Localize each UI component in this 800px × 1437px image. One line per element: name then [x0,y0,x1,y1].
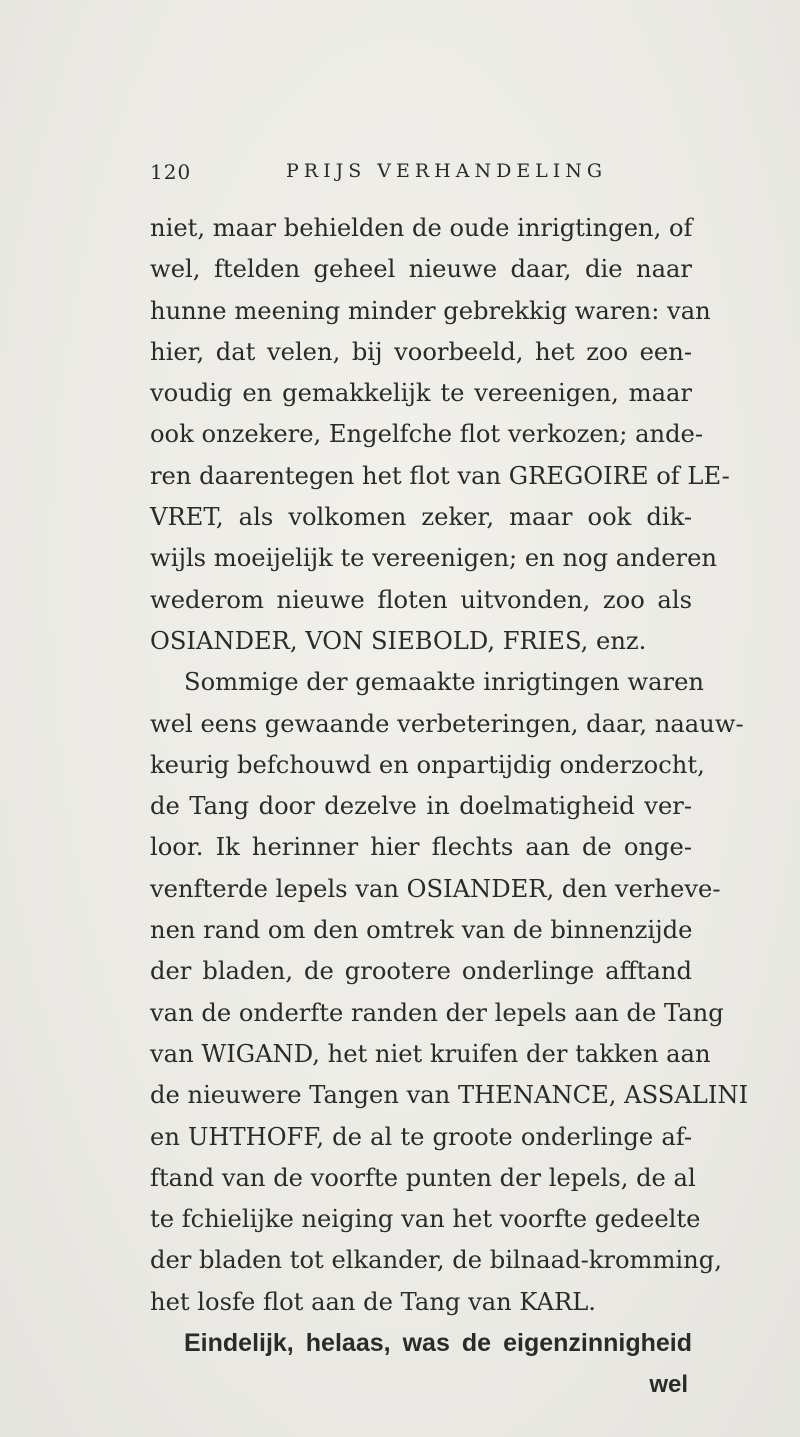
body-text [150,208,749,1406]
page-number: 120 [150,160,192,184]
text-line: ook onzekere, Engelfche flot verkozen; ande- [150,420,704,449]
running-title: PRIJS VERHANDELING [286,160,608,182]
text-line: wederom nieuwe floten uitvonden, zoo als [150,585,692,614]
catchword: wel [649,1371,688,1399]
text-line: loor. Ik herinner hier flechts aan de onge- [150,833,692,862]
text-line: de nieuwere Tangen van THENANCE, ASSALINI [150,1081,749,1110]
text-line: keurig befchouwd en onpartijdig onderzocht, [150,750,705,779]
page-header [150,160,680,200]
text-line: hier, dat velen, bij voorbeeld, het zoo een- [150,337,692,366]
paragraph-start-line: Sommige der gemaakte inrigtingen waren [184,668,704,697]
text-line: te fchielijke neiging van het voorfte gedeelte [150,1205,701,1234]
text-line: nen rand om den omtrek van de binnenzijde [150,916,693,945]
text-line: venfterde lepels van OSIANDER, den verheve- [150,874,721,903]
text-line: en UHTHOFF, de al te groote onderlinge af- [150,1122,692,1151]
text-line: wijls moeijelijk te vereenigen; en nog anderen [150,544,718,573]
text-line: wel, ftelden geheel nieuwe daar, die naar [150,255,692,284]
text-line: der bladen, de grootere onderlinge afftand [150,957,692,986]
text-line: van WIGAND, het niet kruifen der takken aan [150,1039,711,1068]
text-line: niet, maar behielden de oude inrigtingen, of [150,214,693,242]
text-line: hunne meening minder gebrekkig waren: van [150,296,711,325]
text-line: VRET, als volkomen zeker, maar ook dik- [150,503,692,532]
text-line: ren daarentegen het flot van GREGOIRE of LE- [150,461,730,490]
text-line: van de onderfte randen der lepels aan de Tang [150,998,724,1027]
text-line: ftand van de voorfte punten der lepels, de al [150,1163,696,1192]
text-line: der bladen tot elkander, de bilnaad-kromming, [150,1246,722,1275]
paragraph-start-line: Eindelijk, helaas, was de eigenzinnigheid [184,1329,692,1358]
text-line: het losfe flot aan de Tang van KARL. [150,1287,596,1316]
text-line: OSIANDER, VON SIEBOLD, FRIES, enz. [150,626,647,655]
text-line: de Tang door dezelve in doelmatigheid ver- [150,792,692,821]
text-line: wel eens gewaande verbeteringen, daar, naauw- [150,709,744,738]
text-line: voudig en gemakkelijk te vereenigen, maar [150,379,692,408]
